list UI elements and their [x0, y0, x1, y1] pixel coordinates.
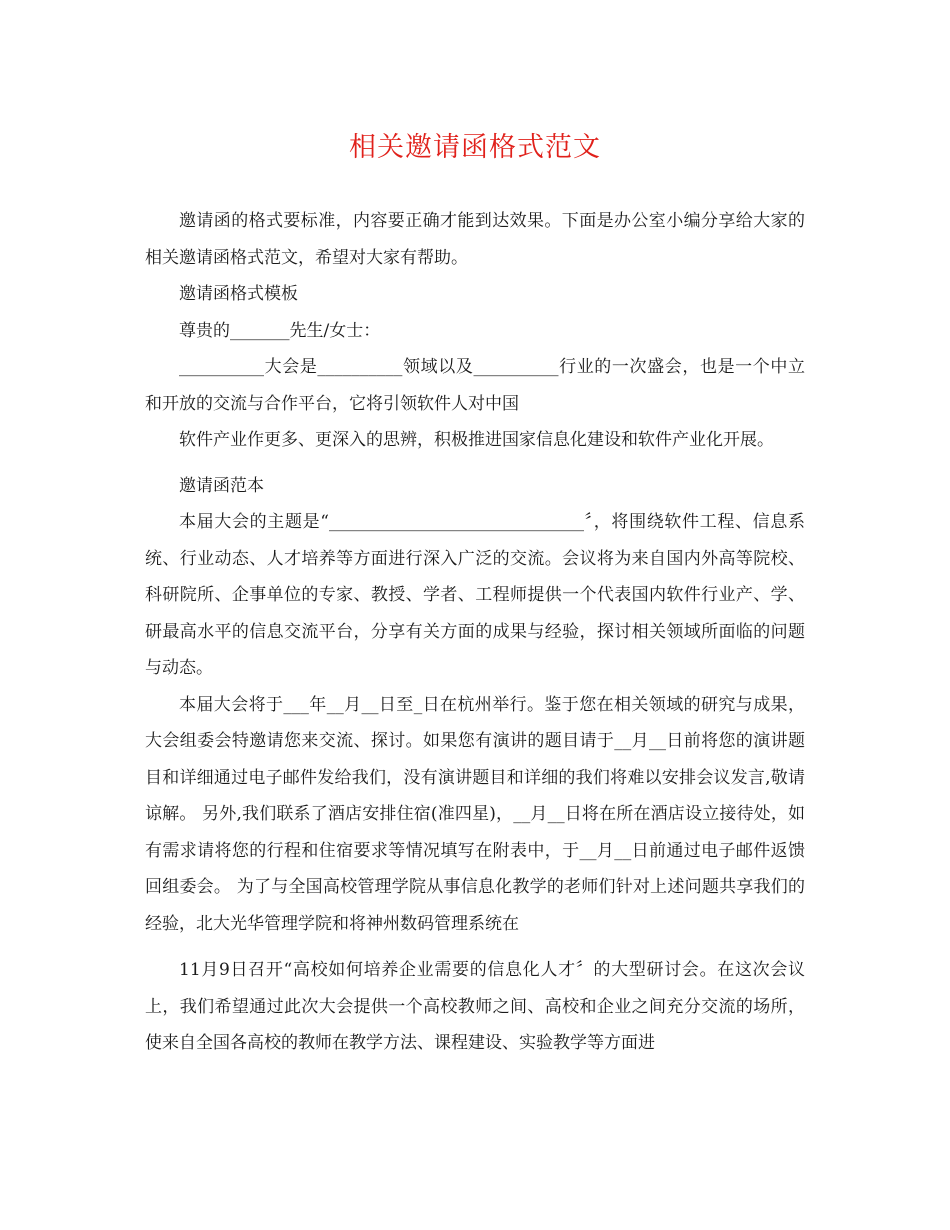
sample-heading: 邀请函范本 — [179, 475, 264, 496]
page-title: 相关邀请函格式范文 — [349, 132, 601, 163]
theme-paragraph: 本届大会的主题是“______________________________〞，将围绕软件工程、信息系统、行业动态、人才培养等方面进行深入广泛的交流。会议将为来自国内外高等院校、科研院所、企事单位的专家、教授、学者、工程师提供一个代表国内软件行业产、学、研最高水平的信息交流平台，分享有关方面的成果与经验，探讨相关领域所面临的问题与动态。 — [145, 512, 805, 678]
document-body — [145, 203, 805, 1062]
template-body-paragraph: __________大会是__________领域以及__________行业的一次盛会，也是一个中立和开放的交流与合作平台，它将引领软件人对中国 — [145, 357, 805, 414]
salutation: 尊贵的_______先生/女士： — [179, 320, 381, 341]
intro-paragraph: 邀请函的格式要标准，内容要正确才能到达效果。下面是办公室小编分享给大家的相关邀请函格式范文，希望对大家有帮助。 — [145, 211, 805, 268]
template-body-continuation: 软件产业作更多、更深入的思辨，积极推进国家信息化建设和软件产业化开展。 — [179, 430, 774, 450]
seminar-paragraph: 11月9日召开“高校如何培养企业需要的信息化人才〞的大型研讨会。在这次会议上，我们希望通过此次大会提供一个高校教师之间、高校和企业之间充分交流的场所，使来自全国各高校的教师在教学方法、课程建设、实验教学等方面进 — [145, 960, 805, 1053]
template-heading: 邀请函格式模板 — [179, 284, 298, 304]
schedule-paragraph: 本届大会将于___年__月__日至_日在杭州举行。鉴于您在相关领域的研究与成果，大会组委会特邀请您来交流、探讨。如果您有演讲的题目请于__月__日前将您的演讲题目和详细通过电子邮件发给我们，没有演讲题目和详细的我们将难以安排会议发言,敬请谅解。 另外,我们联系了酒店安排住宿(准四星)，__月__日将在所在酒店设立接待处，如有需求请将您的行程和住宿要求等情况填写在附表中，于__月__日前通过电子邮件返馈回组委会。 为了与全国高校管理学院从事信息化教学的老师们针对上述问题共享我们的经验，北大光华管理学院和将神州数码管理系统在 — [145, 694, 805, 934]
